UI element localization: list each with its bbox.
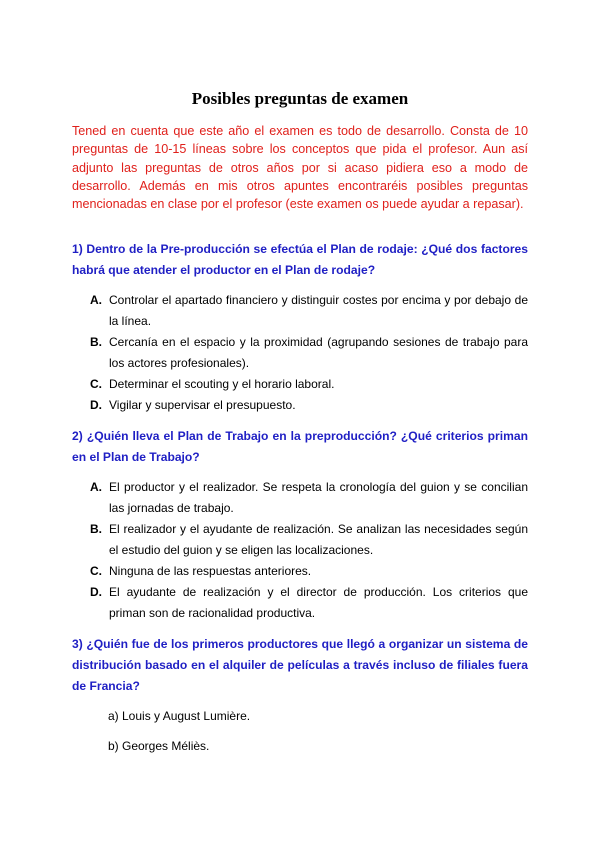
question-3: 3) ¿Quién fue de los primeros productores que llegó a organizar un sistema de distribución basado en el alquiler de películas a través incluso de filiales fuera de Francia? [72, 637, 528, 693]
option-text: Cercanía en el espacio y la proximidad (agrupando sesiones de trabajo para los actores profesionales). [109, 335, 528, 370]
option-letter: A. [90, 480, 102, 494]
option-letter: B. [90, 335, 102, 349]
question-1-options [90, 290, 528, 416]
document-title: Posibles preguntas de examen [191, 89, 409, 108]
intro-paragraph: Tened en cuenta que este año el examen es todo de desarrollo. Consta de 10 preguntas de 10-15 líneas sobre los conceptos que pida el profesor. Aun así adjunto las preguntas de otros años por si acaso pidiera eso a modo de desarrollo. Además en mis otros apuntes encontraréis posibles preguntas mencionadas en clase por el profesor (este examen os puede ayudar a repasar). [72, 124, 528, 212]
question-2-options [90, 477, 528, 624]
option-letter: C. [90, 564, 102, 578]
option-text: Ninguna de las respuestas anteriores. [109, 564, 312, 578]
option-text: El realizador y el ayudante de realización. Se analizan las necesidades según el estudio del guion y se eligen las localizaciones. [109, 522, 528, 557]
option-letter: D. [90, 398, 102, 412]
option-2d [90, 582, 528, 624]
option-2a [90, 477, 528, 519]
option-letter: C. [90, 377, 102, 391]
option-2c [90, 561, 528, 582]
option-1d [90, 395, 528, 416]
option-3a: a) Louis y August Lumière. [108, 709, 251, 723]
option-text: El ayudante de realización y el director de producción. Los criterios que priman son de racionalidad productiva. [109, 585, 528, 620]
option-text: Controlar el apartado financiero y distinguir costes por encima y por debajo de la línea. [109, 293, 528, 328]
option-letter: D. [90, 585, 102, 599]
option-text: El productor y el realizador. Se respeta la cronología del guion y se concilian las jornadas de trabajo. [109, 480, 528, 515]
option-1c [90, 374, 528, 395]
option-3b: b) Georges Méliès. [108, 739, 210, 753]
option-1a [90, 290, 528, 332]
option-1b [90, 332, 528, 374]
option-2b [90, 519, 528, 561]
question-2: 2) ¿Quién lleva el Plan de Trabajo en la preproducción? ¿Qué criterios priman en el Plan de Trabajo? [72, 429, 528, 464]
option-letter: B. [90, 522, 102, 536]
option-text: Determinar el scouting y el horario laboral. [109, 377, 335, 391]
question-1: 1) Dentro de la Pre-producción se efectúa el Plan de rodaje: ¿Qué dos factores habrá que atender el productor en el Plan de rodaje? [72, 242, 528, 277]
option-letter: A. [90, 293, 102, 307]
option-text: Vigilar y supervisar el presupuesto. [109, 398, 296, 412]
